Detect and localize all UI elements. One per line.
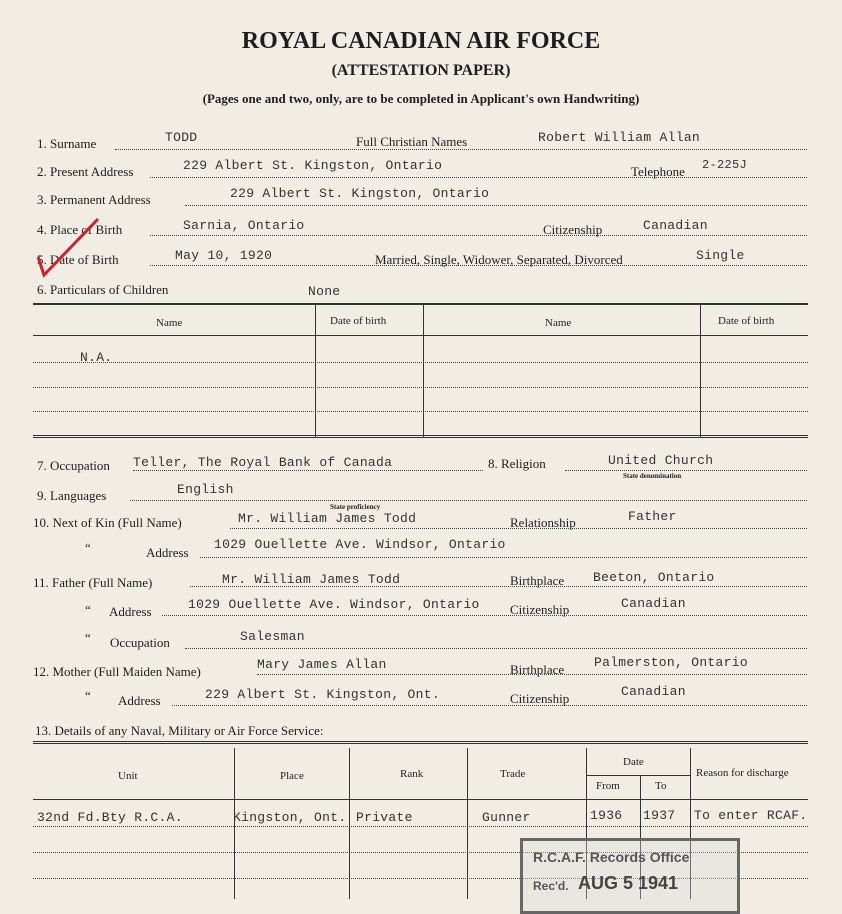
stamp-office: R.C.A.F. Records Office <box>533 849 690 865</box>
citizenship-label: Citizenship <box>543 222 603 237</box>
service-unit: 32nd Fd.Bty R.C.A. <box>37 810 183 825</box>
children-row-name: N.A. <box>80 350 113 365</box>
surname-label: 1. Surname <box>37 136 97 151</box>
service-header-rank: Rank <box>400 768 424 780</box>
mother-value: Mary James Allan <box>257 657 387 672</box>
stamp-received: Rec'd. <box>533 879 569 893</box>
telephone-value: 2-225J <box>702 158 748 172</box>
service-header-place: Place <box>280 770 304 782</box>
marital-status-value: Single <box>696 248 745 263</box>
kin-address-label: Address <box>146 545 189 560</box>
father-address-value: 1029 Ouellette Ave. Windsor, Ontario <box>188 597 480 612</box>
service-rank: Private <box>356 810 413 825</box>
mother-address-label: Address <box>118 693 161 708</box>
father-birthplace-label: Birthplace <box>510 573 565 588</box>
place-of-birth-value: Sarnia, Ontario <box>183 218 305 233</box>
stamp-date: AUG 5 1941 <box>578 873 679 893</box>
ditto-mark: “ <box>85 688 91 703</box>
service-header-from: From <box>596 780 620 792</box>
father-occupation-value: Salesman <box>240 629 305 644</box>
languages-hint: State proficiency <box>330 503 381 511</box>
christian-names-label: Full Christian Names <box>356 134 468 149</box>
service-reason: To enter RCAF. <box>694 808 808 823</box>
father-address-label: Address <box>109 604 152 619</box>
religion-hint: State denomination <box>623 472 682 480</box>
form-subtitle: (ATTESTATION PAPER) <box>331 62 511 79</box>
mother-citizenship-label: Citizenship <box>510 691 570 706</box>
children-header-name: Name <box>156 317 183 329</box>
service-label: 13. Details of any Naval, Military or Air Force Service: <box>35 723 324 738</box>
children-header-dob-2: Date of birth <box>718 315 775 327</box>
date-of-birth-label: 5. Date of Birth <box>37 252 119 267</box>
records-office-stamp <box>520 838 740 914</box>
relationship-label: Relationship <box>510 515 576 530</box>
occupation-label: 7. Occupation <box>37 458 110 473</box>
father-value: Mr. William James Todd <box>222 572 401 587</box>
father-birthplace-value: Beeton, Ontario <box>593 570 715 585</box>
red-check-mark-icon <box>30 215 105 280</box>
occupation-value: Teller, The Royal Bank of Canada <box>133 455 393 470</box>
religion-label: 8. Religion <box>488 456 546 471</box>
service-header-to: To <box>655 780 667 792</box>
next-of-kin-label: 10. Next of Kin (Full Name) <box>33 515 182 530</box>
father-occupation-label: Occupation <box>110 635 170 650</box>
telephone-label: Telephone <box>631 164 685 179</box>
father-label: 11. Father (Full Name) <box>33 575 153 590</box>
kin-address-value: 1029 Ouellette Ave. Windsor, Ontario <box>214 537 506 552</box>
service-place: Kingston, Ont. <box>233 810 347 825</box>
service-header-date: Date <box>623 756 644 768</box>
ditto-mark: “ <box>85 602 91 617</box>
date-of-birth-value: May 10, 1920 <box>175 248 273 263</box>
service-from: 1936 <box>590 808 623 823</box>
present-address-value: 229 Albert St. Kingston, Ontario <box>183 158 443 173</box>
citizenship-value: Canadian <box>643 218 708 233</box>
father-citizenship-label: Citizenship <box>510 602 570 617</box>
next-of-kin-value: Mr. William James Todd <box>238 511 417 526</box>
children-header-dob: Date of birth <box>330 315 387 327</box>
christian-names-value: Robert William Allan <box>538 130 701 145</box>
place-of-birth-label: 4. Place of Birth <box>37 222 123 237</box>
form-title: ROYAL CANADIAN AIR FORCE <box>241 28 601 54</box>
mother-citizenship-value: Canadian <box>621 684 686 699</box>
religion-value: United Church <box>608 453 714 468</box>
relationship-value: Father <box>628 509 677 524</box>
ditto-mark: “ <box>85 630 91 645</box>
ditto-mark: “ <box>85 540 91 555</box>
mother-address-value: 229 Albert St. Kingston, Ont. <box>205 687 440 702</box>
marital-status-label: Married, Single, Widower, Separated, Divorced <box>375 252 623 267</box>
form-note: (Pages one and two, only, are to be completed in Applicant's own Handwriting) <box>202 91 640 106</box>
mother-birthplace-value: Palmerston, Ontario <box>594 655 748 670</box>
children-label: 6. Particulars of Children <box>37 282 169 297</box>
mother-birthplace-label: Birthplace <box>510 662 565 677</box>
children-value: None <box>308 284 341 299</box>
surname-value: TODD <box>165 130 198 145</box>
service-header-unit: Unit <box>118 770 138 782</box>
children-header-name-2: Name <box>545 317 572 329</box>
service-trade: Gunner <box>482 810 531 825</box>
service-to: 1937 <box>643 808 676 823</box>
languages-value: English <box>177 482 234 497</box>
service-header-reason: Reason for discharge <box>696 767 789 779</box>
permanent-address-value: 229 Albert St. Kingston, Ontario <box>230 186 490 201</box>
service-header-trade: Trade <box>500 768 526 780</box>
mother-label: 12. Mother (Full Maiden Name) <box>33 664 201 679</box>
father-citizenship-value: Canadian <box>621 596 686 611</box>
languages-label: 9. Languages <box>37 488 107 503</box>
permanent-address-label: 3. Permanent Address <box>37 192 151 207</box>
present-address-label: 2. Present Address <box>37 164 134 179</box>
